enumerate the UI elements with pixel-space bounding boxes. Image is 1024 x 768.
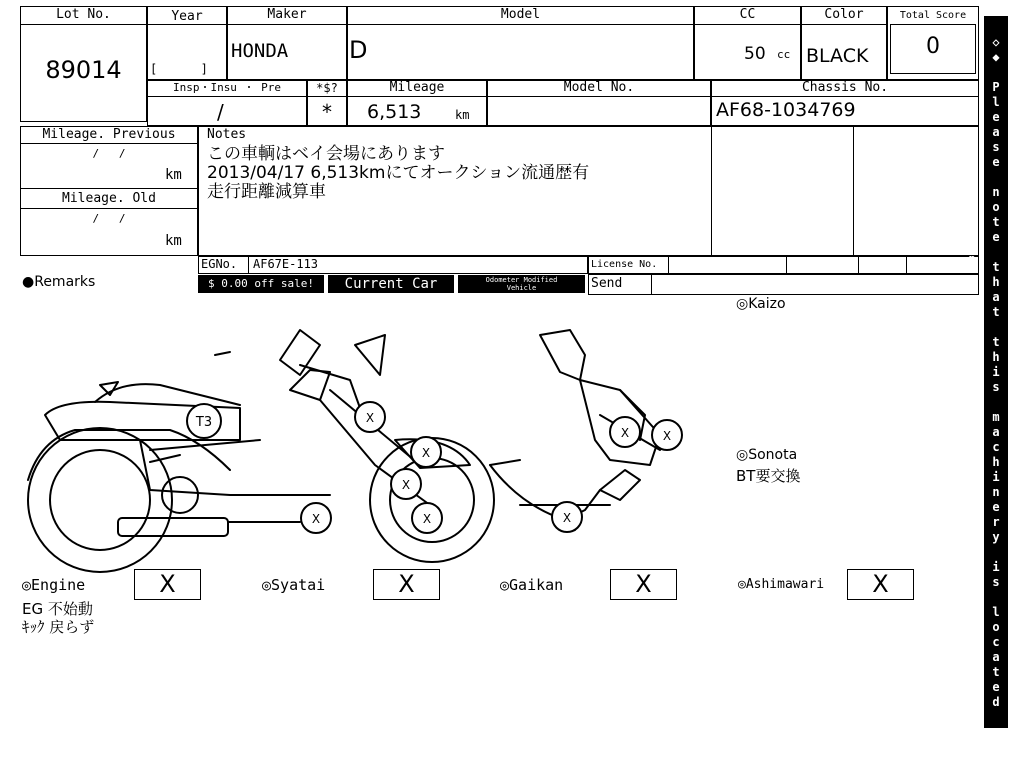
- cc-divider: [694, 24, 801, 25]
- mileage-value: 6,513: [367, 101, 422, 123]
- syatai-label: ◎Syatai: [262, 576, 326, 594]
- old-mileage-label: Mileage. Old: [62, 191, 156, 206]
- notes-divider-2: [853, 126, 854, 256]
- current-car-badge: Current Car: [328, 275, 454, 293]
- old-mileage-unit: km: [165, 233, 182, 249]
- insp-value: /: [217, 100, 224, 124]
- old-top-divider: [20, 188, 198, 189]
- cc-unit: cc: [777, 48, 791, 61]
- model-label: Model: [500, 7, 541, 22]
- egno-value: AF67E-113: [253, 257, 319, 271]
- damage-marker-label: X: [662, 429, 672, 443]
- engine-note: EG 不始動: [22, 600, 93, 618]
- license-divider-4: [906, 256, 907, 274]
- maker-label: Maker: [267, 7, 307, 22]
- lot-divider: [20, 24, 147, 25]
- egno-label: EGNo.: [201, 257, 238, 271]
- mileage-divider: [347, 96, 487, 97]
- damage-marker-label: X: [401, 478, 411, 492]
- color-label: Color: [824, 7, 864, 22]
- chassis-divider: [711, 96, 979, 97]
- prev-mileage-unit: km: [165, 167, 182, 183]
- notes-line: 走行距離減算車: [207, 182, 326, 202]
- modelno-divider: [487, 96, 711, 97]
- side-banner: ◇◆ Please note that this machinery is located in Bayside Yard ◇◆: [984, 16, 1008, 728]
- s-divider: [307, 96, 347, 97]
- sale-badge: $ 0.00 off sale!: [198, 275, 324, 293]
- model-divider: [347, 24, 694, 25]
- modelno-label: Model No.: [563, 80, 635, 95]
- engine-notes: [22, 600, 94, 636]
- ashimawari-label: ◎Ashimawari: [738, 577, 825, 592]
- cc-value: 50: [744, 44, 766, 64]
- kaizo-label: ◎Kaizo: [736, 296, 786, 312]
- damage-marker-label: X: [421, 446, 431, 460]
- remarks-label: ●Remarks: [22, 274, 96, 290]
- chassis-value: AF68-1034769: [716, 99, 856, 121]
- prev-mileage-date: / /: [92, 147, 126, 160]
- year-label: Year: [171, 9, 203, 24]
- damage-marker-label: X: [422, 512, 432, 526]
- s-label: *$?: [316, 81, 338, 95]
- old-mileage-date: / /: [92, 212, 126, 225]
- score-label: Total Score: [899, 10, 967, 21]
- prev-divider: [20, 143, 198, 144]
- odometer-line-1: Odometer Modified: [485, 276, 558, 284]
- license-label: License No.: [591, 259, 658, 270]
- damage-marker-label: X: [562, 511, 572, 525]
- model-value: D: [349, 36, 368, 64]
- year-divider: [147, 24, 227, 25]
- odometer-line-2: Vehicle: [506, 284, 537, 292]
- cc-label: CC: [739, 7, 756, 22]
- notes-line: 2013/04/17 6,513kmにてオークション流通歴有: [207, 163, 590, 183]
- score-value: 0: [926, 34, 940, 59]
- gaikan-mark: X: [610, 569, 677, 600]
- mileage-unit: km: [455, 108, 470, 122]
- lot-label: Lot No.: [56, 7, 111, 22]
- damage-marker-label: X: [620, 426, 630, 440]
- color-divider: [801, 24, 887, 25]
- gaikan-label: ◎Gaikan: [500, 576, 564, 594]
- color-value: BLACK: [806, 45, 869, 67]
- sonota-label: ◎Sonota: [736, 447, 798, 463]
- year-value: [ ]: [150, 62, 208, 76]
- ashimawari-mark: X: [847, 569, 914, 600]
- mileage-label: Mileage: [389, 80, 445, 95]
- egno-divider: [248, 256, 249, 274]
- maker-value: HONDA: [231, 40, 289, 62]
- license-divider-1: [668, 256, 669, 274]
- chassis-label: Chassis No.: [801, 80, 889, 95]
- prev-mileage-label: Mileage. Previous: [42, 127, 176, 142]
- maker-divider: [227, 24, 347, 25]
- s-value: *: [322, 100, 332, 124]
- lot-value: 89014: [45, 56, 122, 84]
- notes-divider-1: [711, 126, 712, 256]
- syatai-mark: X: [373, 569, 440, 600]
- old-divider: [20, 208, 198, 209]
- insp-divider: [147, 96, 307, 97]
- license-divider-2: [786, 256, 787, 274]
- insp-label: Insp・Insu ・ Pre: [172, 81, 282, 94]
- t3-marker-label: T3: [195, 415, 213, 430]
- license-divider-3: [858, 256, 859, 274]
- notes-text: [207, 145, 589, 202]
- vehicle-damage-diagram: [0, 290, 740, 550]
- engine-note: ｷｯｸ 戻らず: [22, 618, 95, 636]
- sonota-note: BT要交換: [736, 467, 801, 485]
- damage-marker-label: X: [311, 512, 321, 526]
- engine-mark: X: [134, 569, 201, 600]
- notes-label: Notes: [207, 127, 247, 142]
- notes-line: この車輌はベイ会場にあります: [207, 144, 445, 164]
- damage-marker-label: X: [365, 411, 375, 425]
- engine-label: ◎Engine: [22, 576, 86, 594]
- send-label: Send: [591, 276, 623, 291]
